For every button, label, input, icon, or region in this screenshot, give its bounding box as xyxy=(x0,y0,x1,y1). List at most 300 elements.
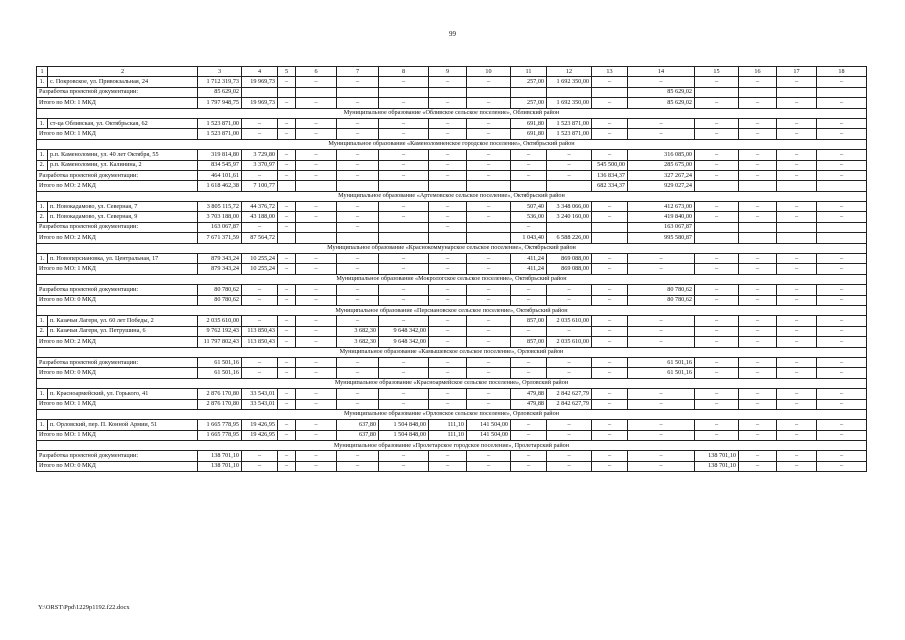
value-cell xyxy=(592,233,628,243)
footer-file-path: Y:\ORST\Ppd\1229p1192.f22.docx xyxy=(38,604,130,611)
value-cell xyxy=(296,233,337,243)
value-cell: – xyxy=(739,160,777,170)
value-cell: 6 588 226,00 xyxy=(547,233,592,243)
value-cell: 464 101,61 xyxy=(198,170,242,180)
value-cell: – xyxy=(278,77,296,87)
building-row xyxy=(37,150,867,160)
row-label-cell: Разработка проектной документации: xyxy=(37,170,198,180)
value-cell: 80 780,62 xyxy=(198,295,242,305)
value-cell: – xyxy=(817,399,867,409)
value-cell: – xyxy=(467,326,511,336)
building-row xyxy=(37,254,867,264)
value-cell xyxy=(695,222,739,232)
value-cell: – xyxy=(628,254,695,264)
value-cell xyxy=(278,181,296,191)
value-cell: 136 834,37 xyxy=(592,170,628,180)
value-cell xyxy=(777,233,817,243)
value-cell: – xyxy=(777,295,817,305)
value-cell: – xyxy=(429,389,467,399)
value-cell: – xyxy=(547,357,592,367)
address-cell: п. Казачьи Лагеря, ул. 60 лет Победы, 2 xyxy=(48,316,198,326)
value-cell: – xyxy=(547,451,592,461)
value-cell: – xyxy=(429,170,467,180)
value-cell: – xyxy=(817,420,867,430)
value-cell: – xyxy=(695,160,739,170)
value-cell xyxy=(511,87,547,97)
value-cell: 316 085,00 xyxy=(628,150,695,160)
value-cell: – xyxy=(511,285,547,295)
value-cell: – xyxy=(739,430,777,440)
value-cell: 257,00 xyxy=(511,77,547,87)
value-cell: – xyxy=(817,77,867,87)
header-cell: 11 xyxy=(511,67,547,77)
value-cell: – xyxy=(242,118,278,128)
value-cell: – xyxy=(547,461,592,471)
address-cell: п. Новоперсиановка, ул. Центральная, 17 xyxy=(48,254,198,264)
value-cell: – xyxy=(592,295,628,305)
value-cell: – xyxy=(337,118,379,128)
value-cell xyxy=(817,181,867,191)
value-cell: – xyxy=(817,326,867,336)
value-cell: – xyxy=(337,212,379,222)
value-cell xyxy=(379,233,429,243)
value-cell xyxy=(695,233,739,243)
value-cell: 1 665 778,95 xyxy=(198,420,242,430)
value-cell: – xyxy=(429,461,467,471)
value-cell: 479,88 xyxy=(511,399,547,409)
header-cell: 3 xyxy=(198,67,242,77)
value-cell: 163 067,87 xyxy=(198,222,242,232)
value-cell: – xyxy=(429,285,467,295)
value-cell: – xyxy=(511,160,547,170)
value-cell: – xyxy=(278,254,296,264)
value-cell: – xyxy=(379,285,429,295)
value-cell: – xyxy=(467,337,511,347)
value-cell: – xyxy=(547,170,592,180)
value-cell: 9 762 192,43 xyxy=(198,326,242,336)
row-label-cell: Разработка проектной документации: xyxy=(37,451,198,461)
value-cell: – xyxy=(429,98,467,108)
value-cell: 87 564,72 xyxy=(242,233,278,243)
building-row xyxy=(37,202,867,212)
value-cell: 33 543,01 xyxy=(242,399,278,409)
header-cell: 12 xyxy=(547,67,592,77)
value-cell: – xyxy=(547,160,592,170)
value-cell: – xyxy=(511,451,547,461)
section-title: Муниципальное образование «Краснокоммунарское сельское поселение», Октябрьский район xyxy=(37,243,867,253)
value-cell: 1 523 871,00 xyxy=(547,118,592,128)
address-cell: п. Орловский, пер. П. Конной Армии, 51 xyxy=(48,420,198,430)
subtotal-row xyxy=(37,368,867,378)
value-cell xyxy=(429,181,467,191)
value-cell: – xyxy=(777,170,817,180)
value-cell: – xyxy=(592,118,628,128)
value-cell: – xyxy=(817,170,867,180)
header-cell: 2 xyxy=(48,67,198,77)
value-cell: 111,10 xyxy=(429,420,467,430)
value-cell: – xyxy=(777,118,817,128)
value-cell: – xyxy=(817,254,867,264)
value-cell: – xyxy=(628,326,695,336)
value-cell: – xyxy=(379,160,429,170)
value-cell: 869 088,00 xyxy=(547,254,592,264)
value-cell: 995 580,87 xyxy=(628,233,695,243)
value-cell: – xyxy=(337,98,379,108)
value-cell: 9 648 342,00 xyxy=(379,337,429,347)
value-cell: – xyxy=(278,399,296,409)
value-cell: – xyxy=(511,461,547,471)
header-cell: 10 xyxy=(467,67,511,77)
value-cell: – xyxy=(242,316,278,326)
value-cell: – xyxy=(467,264,511,274)
value-cell: – xyxy=(278,98,296,108)
value-cell: – xyxy=(467,389,511,399)
section-title: Муниципальное образование «Артемовское сельское поселение», Октябрьский район xyxy=(37,191,867,201)
value-cell: – xyxy=(628,264,695,274)
value-cell: – xyxy=(467,150,511,160)
value-cell xyxy=(547,87,592,97)
value-cell: – xyxy=(817,337,867,347)
value-cell: 2 842 627,79 xyxy=(547,389,592,399)
value-cell: 412 673,00 xyxy=(628,202,695,212)
value-cell: – xyxy=(379,150,429,160)
value-cell: – xyxy=(695,170,739,180)
value-cell: 257,00 xyxy=(511,98,547,108)
value-cell: – xyxy=(817,295,867,305)
value-cell: 138 701,10 xyxy=(695,451,739,461)
value-cell xyxy=(296,222,337,232)
value-cell: – xyxy=(592,316,628,326)
value-cell: 1 523 871,00 xyxy=(547,129,592,139)
value-cell: 1 692 350,00 xyxy=(547,98,592,108)
value-cell: – xyxy=(296,337,337,347)
header-cell: 17 xyxy=(777,67,817,77)
row-number-cell: 1. xyxy=(37,389,48,399)
value-cell: 19 426,95 xyxy=(242,430,278,440)
value-cell: – xyxy=(695,337,739,347)
value-cell: 1 618 462,38 xyxy=(198,181,242,191)
value-cell: – xyxy=(592,389,628,399)
value-cell: – xyxy=(695,264,739,274)
value-cell: 327 267,24 xyxy=(628,170,695,180)
value-cell: – xyxy=(511,357,547,367)
value-cell xyxy=(467,222,511,232)
value-cell: – xyxy=(817,129,867,139)
value-cell xyxy=(739,87,777,97)
value-cell: – xyxy=(296,295,337,305)
header-cell: 8 xyxy=(379,67,429,77)
value-cell: – xyxy=(379,254,429,264)
value-cell: – xyxy=(337,150,379,160)
value-cell xyxy=(337,233,379,243)
value-cell: – xyxy=(379,451,429,461)
value-cell: – xyxy=(379,316,429,326)
value-cell: – xyxy=(296,202,337,212)
value-cell: – xyxy=(777,129,817,139)
value-cell: 85 629,02 xyxy=(628,98,695,108)
value-cell: – xyxy=(817,368,867,378)
value-cell: – xyxy=(278,202,296,212)
row-label-cell: Итого по МО: 1 МКД xyxy=(37,399,198,409)
value-cell: – xyxy=(296,285,337,295)
value-cell xyxy=(817,87,867,97)
value-cell: – xyxy=(296,316,337,326)
value-cell: – xyxy=(817,357,867,367)
row-label-cell: Разработка проектной документации: xyxy=(37,285,198,295)
value-cell: 1 043,40 xyxy=(511,233,547,243)
value-cell: 2 035 610,00 xyxy=(198,316,242,326)
value-cell: 19 969,73 xyxy=(242,98,278,108)
value-cell: – xyxy=(337,451,379,461)
value-cell: – xyxy=(296,326,337,336)
value-cell: – xyxy=(547,326,592,336)
row-number-cell: 1. xyxy=(37,316,48,326)
value-cell: 319 814,80 xyxy=(198,150,242,160)
value-cell: – xyxy=(777,357,817,367)
value-cell: 61 501,16 xyxy=(198,357,242,367)
value-cell: – xyxy=(695,399,739,409)
address-cell: п. Красноармейский, ул. Горького, 41 xyxy=(48,389,198,399)
header-cell: 16 xyxy=(739,67,777,77)
value-cell: 682 334,37 xyxy=(592,181,628,191)
value-cell: – xyxy=(278,461,296,471)
section-title: Муниципальное образование «Орловское сельское поселение», Орловский район xyxy=(37,409,867,419)
value-cell: – xyxy=(278,337,296,347)
value-cell: 691,80 xyxy=(511,129,547,139)
value-cell: – xyxy=(777,368,817,378)
row-label-cell: Итого по МО: 0 МКД xyxy=(37,295,198,305)
value-cell: – xyxy=(777,264,817,274)
address-cell: ст-ца Обливская, ул. Октябрьская, 62 xyxy=(48,118,198,128)
subtotal-row xyxy=(37,295,867,305)
value-cell: – xyxy=(739,98,777,108)
value-cell: – xyxy=(777,98,817,108)
value-cell: 1 692 350,00 xyxy=(547,77,592,87)
value-cell: – xyxy=(278,430,296,440)
value-cell xyxy=(777,222,817,232)
value-cell: – xyxy=(511,222,547,232)
value-cell: – xyxy=(739,264,777,274)
value-cell: – xyxy=(739,129,777,139)
value-cell: – xyxy=(467,212,511,222)
value-cell: – xyxy=(467,461,511,471)
section-title: Муниципальное образование «Персиановское сельское поселение», Октябрьский район xyxy=(37,305,867,315)
value-cell: – xyxy=(467,129,511,139)
value-cell: – xyxy=(467,118,511,128)
value-cell: – xyxy=(695,368,739,378)
value-cell: – xyxy=(278,326,296,336)
value-cell: 879 343,24 xyxy=(198,264,242,274)
value-cell: – xyxy=(429,129,467,139)
value-cell: – xyxy=(817,98,867,108)
value-cell: – xyxy=(695,316,739,326)
value-cell: 3 729,80 xyxy=(242,150,278,160)
value-cell: – xyxy=(429,77,467,87)
value-cell: – xyxy=(739,420,777,430)
value-cell: – xyxy=(592,451,628,461)
value-cell: – xyxy=(337,77,379,87)
value-cell: – xyxy=(777,212,817,222)
value-cell xyxy=(379,87,429,97)
building-row xyxy=(37,420,867,430)
value-cell xyxy=(547,222,592,232)
value-cell: 33 543,01 xyxy=(242,389,278,399)
value-cell: – xyxy=(429,368,467,378)
value-cell: – xyxy=(296,98,337,108)
value-cell: – xyxy=(429,295,467,305)
value-cell: – xyxy=(242,222,278,232)
value-cell: – xyxy=(379,357,429,367)
municipality-section-row xyxy=(37,441,867,451)
section-title: Муниципальное образование «Обливское сельское поселение», Обливский район xyxy=(37,108,867,118)
value-cell: – xyxy=(379,264,429,274)
value-cell: – xyxy=(592,461,628,471)
value-cell: – xyxy=(739,451,777,461)
value-cell xyxy=(739,222,777,232)
value-cell xyxy=(777,181,817,191)
value-cell: – xyxy=(817,389,867,399)
value-cell: – xyxy=(278,357,296,367)
value-cell: – xyxy=(296,357,337,367)
value-cell: – xyxy=(379,212,429,222)
building-row xyxy=(37,316,867,326)
value-cell: – xyxy=(817,285,867,295)
row-label-cell: Итого по МО: 2 МКД xyxy=(37,233,198,243)
row-number-cell: 1. xyxy=(37,77,48,87)
row-label-cell: Итого по МО: 0 МКД xyxy=(37,368,198,378)
value-cell: – xyxy=(242,357,278,367)
value-cell: 19 426,95 xyxy=(242,420,278,430)
value-cell: – xyxy=(296,430,337,440)
subtotal-row xyxy=(37,461,867,471)
value-cell: 111,10 xyxy=(429,430,467,440)
row-number-cell: 1. xyxy=(37,420,48,430)
subtotal-row xyxy=(37,181,867,191)
municipality-section-row xyxy=(37,274,867,284)
value-cell: 80 780,62 xyxy=(628,295,695,305)
value-cell: 637,80 xyxy=(337,430,379,440)
value-cell: 19 969,73 xyxy=(242,77,278,87)
value-cell xyxy=(739,233,777,243)
value-cell: 411,24 xyxy=(511,254,547,264)
value-cell: – xyxy=(547,368,592,378)
value-cell: – xyxy=(739,202,777,212)
value-cell: – xyxy=(739,77,777,87)
value-cell: – xyxy=(739,150,777,160)
value-cell: 138 701,10 xyxy=(695,461,739,471)
row-label-cell: Итого по МО: 2 МКД xyxy=(37,181,198,191)
value-cell: 929 027,24 xyxy=(628,181,695,191)
value-cell: 3 240 160,00 xyxy=(547,212,592,222)
value-cell xyxy=(379,181,429,191)
row-number-cell: 1. xyxy=(37,118,48,128)
value-cell: – xyxy=(278,316,296,326)
value-cell: – xyxy=(429,118,467,128)
value-cell: 2 842 627,79 xyxy=(547,399,592,409)
value-cell: – xyxy=(296,264,337,274)
value-cell: – xyxy=(429,316,467,326)
section-title: Муниципальное образование «Красноармейское сельское поселение», Орловский район xyxy=(37,378,867,388)
value-cell xyxy=(296,181,337,191)
value-cell: – xyxy=(242,461,278,471)
value-cell: 80 780,62 xyxy=(628,285,695,295)
row-number-cell: 1. xyxy=(37,202,48,212)
value-cell: – xyxy=(628,420,695,430)
value-cell: – xyxy=(429,326,467,336)
value-cell: – xyxy=(777,202,817,212)
value-cell: 7 671 371,59 xyxy=(198,233,242,243)
value-cell: – xyxy=(379,461,429,471)
value-cell: – xyxy=(379,118,429,128)
value-cell: – xyxy=(379,98,429,108)
value-cell: – xyxy=(296,389,337,399)
value-cell: 869 088,00 xyxy=(547,264,592,274)
value-cell: – xyxy=(511,430,547,440)
subtotal-row xyxy=(37,399,867,409)
value-cell: – xyxy=(278,285,296,295)
value-cell: – xyxy=(242,295,278,305)
municipality-section-row xyxy=(37,409,867,419)
value-cell: – xyxy=(739,326,777,336)
building-row xyxy=(37,389,867,399)
value-cell: – xyxy=(628,451,695,461)
value-cell: – xyxy=(739,170,777,180)
value-cell: – xyxy=(467,254,511,264)
address-cell: п. Новокадамово, ул. Северная, 9 xyxy=(48,212,198,222)
building-row xyxy=(37,118,867,128)
header-cell: 14 xyxy=(628,67,695,77)
value-cell: – xyxy=(429,202,467,212)
value-cell: – xyxy=(777,399,817,409)
row-number-cell: 2. xyxy=(37,212,48,222)
value-cell: – xyxy=(278,160,296,170)
value-cell xyxy=(467,87,511,97)
value-cell: 857,00 xyxy=(511,316,547,326)
value-cell: – xyxy=(817,316,867,326)
value-cell: 879 343,24 xyxy=(198,254,242,264)
value-cell: 285 675,00 xyxy=(628,160,695,170)
page-number: 99 xyxy=(449,30,456,38)
value-cell xyxy=(337,181,379,191)
value-cell: – xyxy=(278,212,296,222)
municipality-section-row xyxy=(37,243,867,253)
value-cell: – xyxy=(547,285,592,295)
value-cell: – xyxy=(695,430,739,440)
row-label-cell: Разработка проектной документации: xyxy=(37,87,198,97)
header-cell: 13 xyxy=(592,67,628,77)
value-cell: 1 712 319,73 xyxy=(198,77,242,87)
header-cell: 9 xyxy=(429,67,467,77)
value-cell: – xyxy=(511,420,547,430)
value-cell: – xyxy=(379,77,429,87)
value-cell: – xyxy=(695,295,739,305)
value-cell: – xyxy=(337,129,379,139)
value-cell: – xyxy=(278,222,296,232)
value-cell xyxy=(777,87,817,97)
value-cell: 1 523 871,00 xyxy=(198,118,242,128)
value-cell: – xyxy=(628,118,695,128)
value-cell: 61 501,16 xyxy=(628,357,695,367)
value-cell: – xyxy=(278,264,296,274)
section-title: Муниципальное образование «Мокрологское сельское поселение», Октябрьский район xyxy=(37,274,867,284)
value-cell: – xyxy=(296,77,337,87)
building-row xyxy=(37,326,867,336)
row-number-cell: 1. xyxy=(37,150,48,160)
value-cell: – xyxy=(337,399,379,409)
value-cell: – xyxy=(592,399,628,409)
value-cell: – xyxy=(592,368,628,378)
value-cell xyxy=(379,222,429,232)
